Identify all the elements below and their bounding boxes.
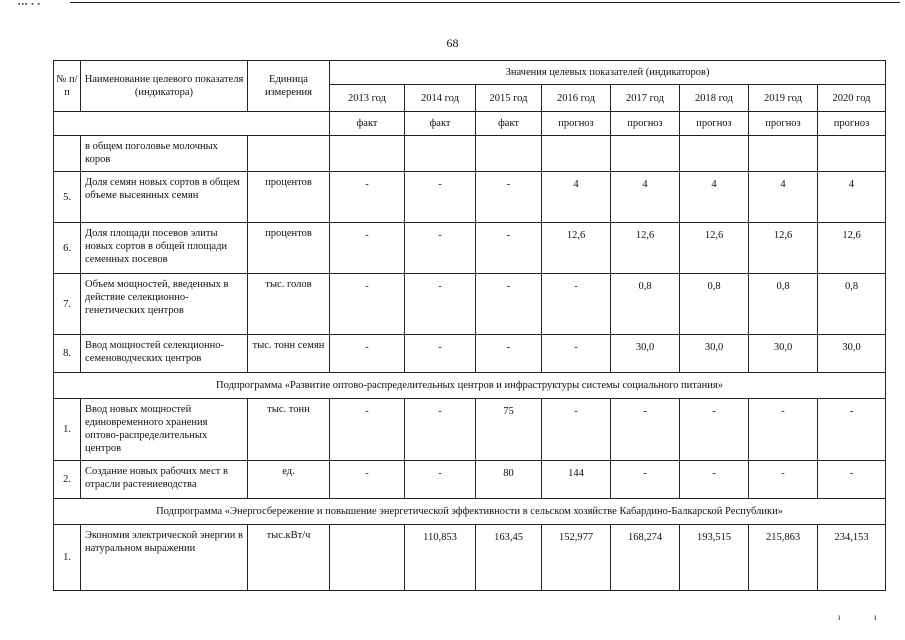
value-cell: -	[405, 274, 476, 335]
value-cell: 12,6	[749, 223, 818, 274]
header-year: 2016 год	[542, 85, 611, 112]
value-cell: 0,8	[680, 274, 749, 335]
indicator-name: Объем мощностей, введенных в действие селекционно-генетических центров	[81, 274, 248, 335]
value-cell: -	[405, 461, 476, 499]
value-cell: 12,6	[611, 223, 680, 274]
header-values-title: Значения целевых показателей (индикаторов)	[330, 61, 886, 85]
row-number: 5.	[54, 172, 81, 223]
value-cell: -	[330, 172, 405, 223]
row-number	[54, 136, 81, 172]
value-cell: 80	[476, 461, 542, 499]
value-cell: 163,45	[476, 525, 542, 591]
indicator-name: Ввод новых мощностей единовременного хранения оптово-распределительных центров	[81, 399, 248, 461]
value-cell: -	[330, 223, 405, 274]
unit-cell: процентов	[248, 223, 330, 274]
value-cell: -	[818, 399, 886, 461]
row-number: 7.	[54, 274, 81, 335]
value-cell: -	[330, 274, 405, 335]
value-cell: 30,0	[680, 335, 749, 373]
value-cell: -	[405, 223, 476, 274]
value-cell: -	[405, 172, 476, 223]
value-cell	[330, 136, 405, 172]
value-cell: -	[405, 335, 476, 373]
value-cell: 30,0	[818, 335, 886, 373]
value-cell: -	[611, 461, 680, 499]
header-kind: прогноз	[542, 112, 611, 136]
row-number: 8.	[54, 335, 81, 373]
value-cell: 4	[680, 172, 749, 223]
top-rule	[70, 2, 900, 3]
table-row	[54, 461, 886, 499]
unit-cell: тыс.кВт/ч	[248, 525, 330, 591]
value-cell: 30,0	[611, 335, 680, 373]
header-year: 2013 год	[330, 85, 405, 112]
value-cell: -	[330, 399, 405, 461]
value-cell: -	[542, 335, 611, 373]
header-num: № п/п	[54, 61, 81, 112]
header-unit: Единица измерения	[248, 61, 330, 112]
subprogram-row	[54, 499, 886, 525]
value-cell: -	[476, 172, 542, 223]
value-cell: -	[542, 274, 611, 335]
value-cell: 4	[818, 172, 886, 223]
value-cell: 0,8	[749, 274, 818, 335]
unit-cell: процентов	[248, 172, 330, 223]
value-cell	[680, 136, 749, 172]
table-row	[54, 223, 886, 274]
subprogram-title: Подпрограмма «Энергосбережение и повышение энергетической эффективности в сельском хозяйстве Кабардино-Балкарской Республики»	[54, 499, 886, 525]
header-year: 2017 год	[611, 85, 680, 112]
indicator-name: Доля семян новых сортов в общем объеме высеянных семян	[81, 172, 248, 223]
value-cell: -	[611, 399, 680, 461]
value-cell: 0,8	[818, 274, 886, 335]
row-number: 6.	[54, 223, 81, 274]
value-cell	[405, 136, 476, 172]
header-year: 2020 год	[818, 85, 886, 112]
value-cell: 4	[542, 172, 611, 223]
header-kind: прогноз	[818, 112, 886, 136]
unit-cell: тыс. тонн семян	[248, 335, 330, 373]
value-cell: 4	[611, 172, 680, 223]
value-cell: 30,0	[749, 335, 818, 373]
subprogram-title: Подпрограмма «Развитие оптово-распределительных центров и инфраструктуры системы социального питания»	[54, 373, 886, 399]
indicator-name: Ввод мощностей селекционно-семеноводческих центров	[81, 335, 248, 373]
header-kind: прогноз	[749, 112, 818, 136]
indicator-name: в общем поголовье молочных коров	[81, 136, 248, 172]
header-year: 2018 год	[680, 85, 749, 112]
unit-cell	[248, 136, 330, 172]
header-kind: факт	[405, 112, 476, 136]
margin-mark: ı	[874, 612, 877, 622]
indicators-table	[53, 60, 886, 591]
value-cell: 12,6	[542, 223, 611, 274]
value-cell: -	[476, 274, 542, 335]
indicator-name: Экономия электрической энергии в натуральном выражении	[81, 525, 248, 591]
margin-mark: ı	[838, 612, 841, 622]
header-name: Наименование целевого показателя (индикатора)	[81, 61, 248, 112]
value-cell: -	[749, 399, 818, 461]
unit-cell: ед.	[248, 461, 330, 499]
unit-cell: тыс. тонн	[248, 399, 330, 461]
value-cell: -	[749, 461, 818, 499]
scan-mark: ▪▪▪ ▪ ▪	[18, 0, 41, 8]
indicator-name: Доля площади посевов элиты новых сортов в общей площади семенных посевов	[81, 223, 248, 274]
header-kind: прогноз	[680, 112, 749, 136]
indicator-name: Создание новых рабочих мест в отрасли растениеводства	[81, 461, 248, 499]
value-cell: 193,515	[680, 525, 749, 591]
table-row	[54, 525, 886, 591]
table-row	[54, 172, 886, 223]
value-cell: 215,863	[749, 525, 818, 591]
table-row	[54, 399, 886, 461]
value-cell: 75	[476, 399, 542, 461]
header-kind: факт	[476, 112, 542, 136]
value-cell: -	[476, 223, 542, 274]
value-cell: -	[680, 461, 749, 499]
value-cell	[330, 525, 405, 591]
header-year: 2019 год	[749, 85, 818, 112]
value-cell: -	[542, 399, 611, 461]
header-kind: прогноз	[611, 112, 680, 136]
value-cell: -	[818, 461, 886, 499]
row-number: 1.	[54, 399, 81, 461]
header-kind-blank	[54, 112, 330, 136]
table-row	[54, 136, 886, 172]
table-row	[54, 335, 886, 373]
header-year: 2014 год	[405, 85, 476, 112]
value-cell: 4	[749, 172, 818, 223]
unit-cell: тыс. голов	[248, 274, 330, 335]
value-cell: 144	[542, 461, 611, 499]
value-cell	[542, 136, 611, 172]
value-cell: 110,853	[405, 525, 476, 591]
value-cell: 168,274	[611, 525, 680, 591]
value-cell	[611, 136, 680, 172]
table-row	[54, 274, 886, 335]
page-number: 68	[446, 36, 459, 50]
value-cell	[818, 136, 886, 172]
value-cell: -	[405, 399, 476, 461]
value-cell	[749, 136, 818, 172]
row-number: 2.	[54, 461, 81, 499]
value-cell: 12,6	[818, 223, 886, 274]
value-cell: 0,8	[611, 274, 680, 335]
value-cell: 234,153	[818, 525, 886, 591]
header-year: 2015 год	[476, 85, 542, 112]
value-cell: -	[330, 335, 405, 373]
row-number: 1.	[54, 525, 81, 591]
header-kind: факт	[330, 112, 405, 136]
value-cell: 12,6	[680, 223, 749, 274]
value-cell: -	[330, 461, 405, 499]
value-cell	[476, 136, 542, 172]
subprogram-row	[54, 373, 886, 399]
value-cell: 152,977	[542, 525, 611, 591]
value-cell: -	[680, 399, 749, 461]
value-cell: -	[476, 335, 542, 373]
